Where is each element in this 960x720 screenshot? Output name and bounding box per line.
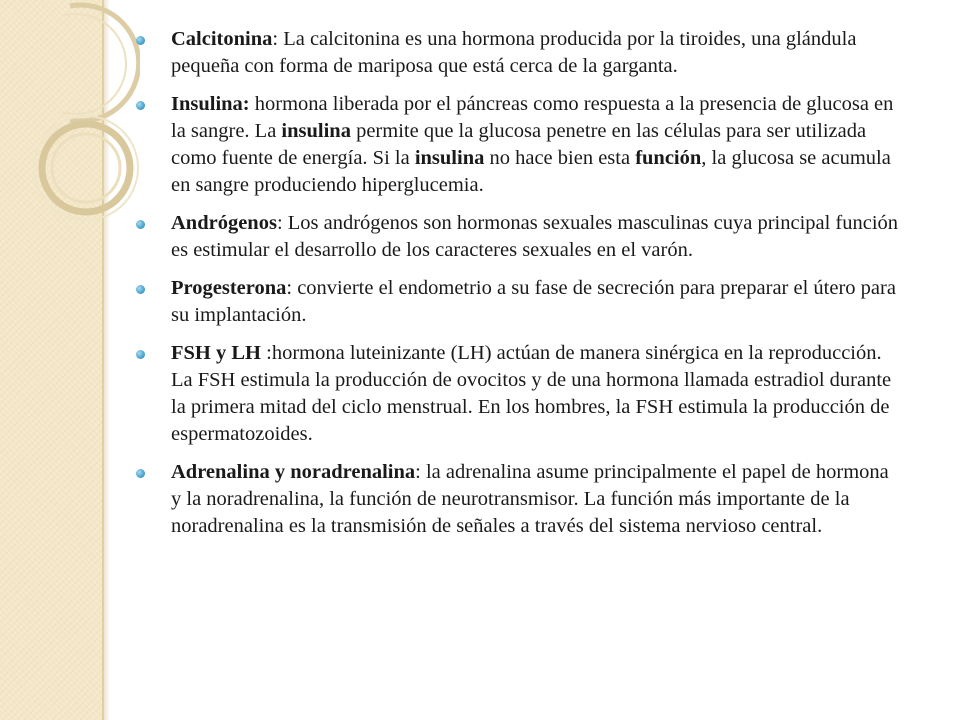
bold-text-run: Progesterona [171,277,287,299]
bullet-item-calcitonina [134,26,904,80]
ring-small-inner [52,134,120,202]
bullet-text [171,277,896,326]
bullet-text [171,461,889,537]
bold-text-run: Andrógenos [171,212,277,234]
ring-ornament [0,0,140,260]
bullet-text [171,342,891,445]
bold-text-run: insulina [414,147,485,169]
bullet-item-fsh-lh [134,340,904,448]
bullet-text [171,93,893,196]
bullet-item-androgenos [134,210,904,264]
text-run: permite que la glucosa penetre en las células para ser utilizada como fuente de energía. Si la [171,120,867,169]
text-run: , la glucosa se acumula en sangre produciendo hiperglucemia. [171,147,891,196]
slide-content [134,26,904,551]
bold-text-run: Adrenalina y noradrenalina [171,461,416,483]
text-run: :hormona luteinizante (LH) actúan de manera sinérgica en la reproducción. La FSH estimula la producción de ovocitos y de una hormona llamada estradiol durante la primera mitad del ciclo menstrual. En los hombres, la FSH estimula la producción de espermatozoides. [171,342,892,445]
text-run: no hace bien esta [484,147,636,169]
bullet-item-insulina [134,91,904,199]
ring-small-outer [34,116,138,220]
text-run: hormona liberada por el páncreas como respuesta a la presencia de glucosa en la sangre. La [171,93,894,142]
text-run: : convierte el endometrio a su fase de secreción para preparar el útero para su implantación. [171,277,896,326]
bold-text-run: función [635,147,702,169]
bullet-dot-icon [136,36,145,45]
bullet-dot-icon [136,101,145,110]
text-run: : Los andrógenos son hormonas sexuales masculinas cuya principal función es estimular el desarrollo de los caracteres sexuales en el varón. [171,212,899,261]
bold-text-run: Insulina: [171,93,250,115]
text-run: : La calcitonina es una hormona producida por la tiroides, una glándula pequeña con forma de mariposa que está cerca de la garganta. [171,28,857,77]
bullet-item-adrenalina [134,459,904,540]
bullet-dot-icon [136,220,145,229]
bullet-item-progesterona [134,275,904,329]
bold-text-run: insulina [281,120,351,142]
bullet-dot-icon [136,350,145,359]
bullet-text [171,28,856,77]
bullet-dot-icon [136,469,145,478]
bullet-list [134,26,904,540]
bold-text-run: FSH y LH [171,342,267,364]
text-run: : la adrenalina asume principalmente el papel de hormona y la noradrenalina, la función de neurotransmisor. La función más importante de la noradrenalina es la transmisión de señales a través del sistema nervioso central. [171,461,889,537]
bullet-text [171,212,898,261]
bullet-dot-icon [136,285,145,294]
ring-arc-large-inner [62,14,126,114]
bold-text-run: Calcitonina [171,28,273,50]
ring-small [42,124,130,212]
